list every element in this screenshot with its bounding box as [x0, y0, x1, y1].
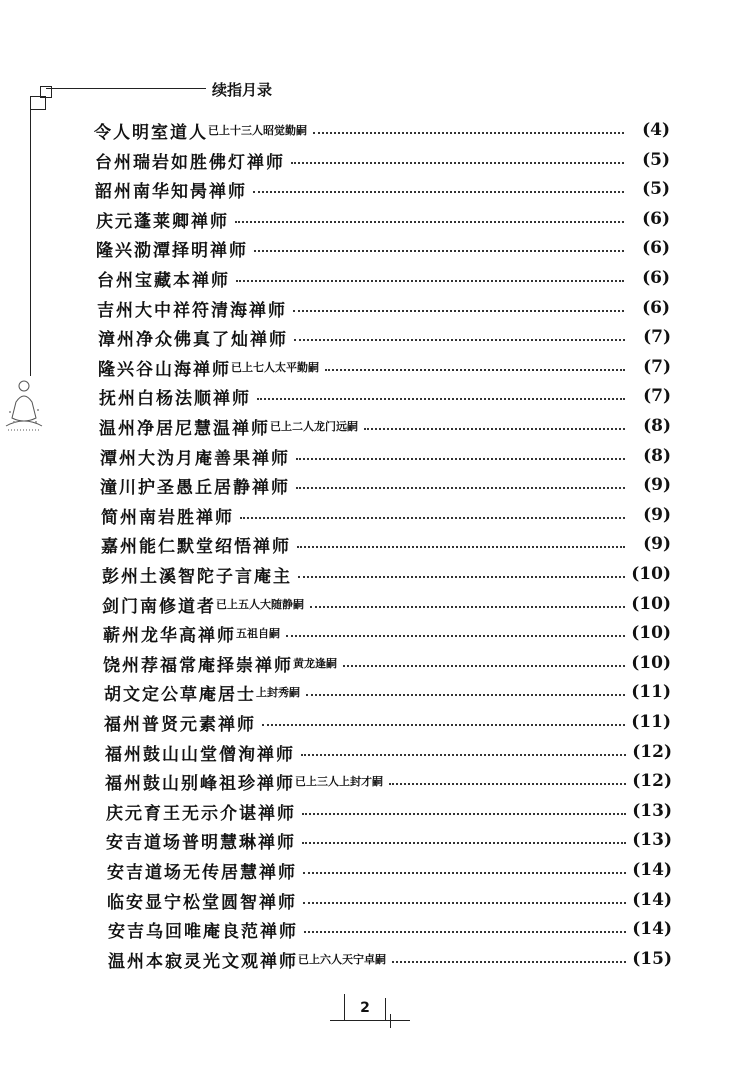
toc-entry	[97, 295, 670, 321]
toc-entry-title: 潼川护圣愚丘居静禅师	[100, 477, 290, 498]
toc-entry-page: (15)	[632, 949, 672, 969]
toc-entry	[100, 472, 671, 498]
dot-leader	[302, 813, 626, 815]
dot-leader	[236, 280, 624, 282]
dot-leader	[294, 339, 625, 341]
toc-entry-title: 令人明室道人	[94, 122, 208, 143]
toc-entry	[107, 857, 672, 883]
toc-entry-title: 临安显宁松堂圆智禅师	[107, 892, 297, 913]
toc-entry-page: (7)	[643, 357, 671, 377]
running-header-title: 续指月录	[212, 81, 273, 99]
toc-entry	[101, 531, 671, 557]
dot-leader	[303, 902, 626, 904]
toc-entry-page: (6)	[642, 268, 670, 288]
dot-leader	[297, 546, 625, 548]
toc-entry-page: (14)	[632, 919, 672, 939]
toc-entry-page: (8)	[643, 416, 671, 436]
dot-leader	[253, 191, 624, 193]
toc-entry-page: (14)	[632, 860, 672, 880]
toc-entry-page: (12)	[632, 742, 672, 762]
toc-entry-title: 安吉道场普明慧琳禅师	[106, 832, 296, 853]
dot-leader	[303, 872, 626, 874]
toc-entry-page: (5)	[642, 150, 670, 170]
dot-leader	[389, 783, 626, 785]
toc-entry-title: 潭州大沩月庵善果禅师	[100, 448, 290, 469]
toc-entry-note: 五祖自嗣	[236, 627, 280, 640]
toc-entry-page: (7)	[643, 327, 671, 347]
dot-leader	[325, 369, 625, 371]
toc-entry	[96, 235, 670, 261]
dot-leader	[235, 221, 624, 223]
toc-entry-note: 黄龙逢嗣	[293, 657, 337, 670]
toc-entry-page: (6)	[642, 298, 670, 318]
dot-leader	[302, 842, 626, 844]
toc-entry	[107, 887, 672, 913]
toc-entry	[97, 265, 670, 291]
toc-entry-title: 福州鼓山山堂僧洵禅师	[105, 744, 295, 765]
dot-leader	[298, 576, 625, 578]
toc-entry-note: 已上五人大随静嗣	[216, 598, 304, 611]
toc-entry-note: 已上七人太平勤嗣	[231, 361, 319, 374]
toc-entry-page: (13)	[632, 801, 672, 821]
toc-entry	[105, 739, 672, 765]
dot-leader	[392, 961, 626, 963]
dot-leader	[257, 398, 625, 400]
toc-entry-page: (10)	[631, 623, 671, 643]
toc-entry	[100, 443, 671, 469]
toc-entry-page: (10)	[631, 653, 671, 673]
toc-entry	[105, 768, 672, 794]
dot-leader	[291, 162, 624, 164]
toc-entry-note: 已上六人天宁卓嗣	[298, 953, 386, 966]
toc-entry-title: 福州普贤元素禅师	[104, 714, 256, 735]
toc-entry	[98, 324, 671, 350]
toc-entry-title: 温州本寂灵光文观禅师	[108, 951, 298, 972]
toc-entry-note: 已上二人龙门远嗣	[270, 420, 358, 433]
toc-entry-title: 嘉州能仁默堂绍悟禅师	[101, 536, 291, 557]
toc-entry-page: (9)	[643, 475, 671, 495]
toc-entry-title: 剑门南修道者	[102, 596, 216, 617]
toc-entry-note: 已上十三人昭觉勤嗣	[208, 124, 307, 137]
toc-entry	[102, 561, 671, 587]
toc-entry	[99, 413, 671, 439]
toc-entry	[104, 709, 671, 735]
toc-entry-note: 上封秀嗣	[256, 686, 300, 699]
toc-entry-title: 台州宝藏本禅师	[97, 270, 230, 291]
toc-entry-page: (10)	[631, 564, 671, 584]
toc-entry-page: (11)	[631, 712, 671, 732]
toc-entry-page: (12)	[632, 771, 672, 791]
toc-entry-title: 温州净居尼慧温禅师	[99, 418, 270, 439]
dot-leader	[254, 250, 624, 252]
toc-entry-title: 隆兴谷山海禅师	[98, 359, 231, 380]
toc-entry	[104, 679, 671, 705]
toc-entry	[108, 946, 672, 972]
toc-entry	[106, 798, 672, 824]
dot-leader	[304, 931, 626, 933]
toc-entry	[101, 502, 671, 528]
toc-entry-title: 简州南岩胜禅师	[101, 507, 234, 528]
toc-entry-title: 韶州南华知昺禅师	[95, 181, 247, 202]
dot-leader	[310, 606, 625, 608]
toc-entry-page: (4)	[642, 120, 670, 140]
dot-leader	[296, 458, 625, 460]
toc-entry-title: 安吉道场无传居慧禅师	[107, 862, 297, 883]
dot-leader	[306, 694, 625, 696]
dot-leader	[262, 724, 625, 726]
toc-entry-title: 彭州土溪智陀子言庵主	[102, 566, 292, 587]
toc-entry-page: (13)	[632, 830, 672, 850]
dot-leader	[240, 517, 625, 519]
toc-entry-title: 庆元蓬莱卿禅师	[96, 211, 229, 232]
toc-entry-page: (6)	[642, 238, 670, 258]
toc-entry-page: (10)	[631, 594, 671, 614]
toc-entry-page: (14)	[632, 890, 672, 910]
toc-entry-title: 福州鼓山别峰祖珍禅师	[105, 773, 295, 794]
toc-entry	[99, 383, 671, 409]
dot-leader	[286, 635, 625, 637]
footer-ornament-right	[390, 1014, 391, 1028]
toc-entry	[98, 354, 671, 380]
toc-entry-title: 隆兴泐潭择明禅师	[96, 240, 248, 261]
toc-entry-title: 台州瑞岩如胜佛灯禅师	[95, 152, 285, 173]
page-number: 2	[344, 998, 386, 1021]
toc-entry-title: 庆元育王无示介谌禅师	[106, 803, 296, 824]
footer-rule	[330, 1020, 410, 1021]
toc-entry	[94, 117, 670, 143]
toc-entry-title: 安吉乌回唯庵良范禅师	[108, 921, 298, 942]
toc-entry	[106, 827, 672, 853]
toc-entry-title: 饶州荐福常庵择崇禅师	[103, 655, 293, 676]
toc-entry-page: (8)	[643, 446, 671, 466]
dot-leader	[296, 487, 625, 489]
dot-leader	[343, 665, 625, 667]
toc-entry	[96, 206, 670, 232]
dot-leader	[364, 428, 625, 430]
toc-entry-title: 漳州净众佛真了灿禅师	[98, 329, 288, 350]
toc-entry-page: (9)	[643, 534, 671, 554]
toc-entry-page: (5)	[642, 179, 670, 199]
toc-entry-title: 蕲州龙华高禅师	[103, 625, 236, 646]
toc-entry	[95, 147, 670, 173]
toc-entry-note: 已上三人上封才嗣	[295, 775, 383, 788]
toc-entry-page: (11)	[631, 682, 671, 702]
toc-entry-title: 胡文定公草庵居士	[104, 684, 256, 705]
toc-entry	[95, 176, 670, 202]
dot-leader	[313, 132, 624, 134]
toc-entry-page: (9)	[643, 505, 671, 525]
dot-leader	[301, 754, 626, 756]
toc-entry-page: (6)	[642, 209, 670, 229]
toc-entry-page: (7)	[643, 386, 671, 406]
toc-entry	[103, 620, 671, 646]
toc-entry	[108, 916, 672, 942]
toc-entry-title: 抚州白杨法顺禅师	[99, 388, 251, 409]
toc-entry-title: 吉州大中祥符清海禅师	[97, 300, 287, 321]
toc-entry	[103, 650, 671, 676]
dot-leader	[293, 310, 624, 312]
page-footer	[330, 994, 410, 1034]
toc-entry	[102, 591, 671, 617]
